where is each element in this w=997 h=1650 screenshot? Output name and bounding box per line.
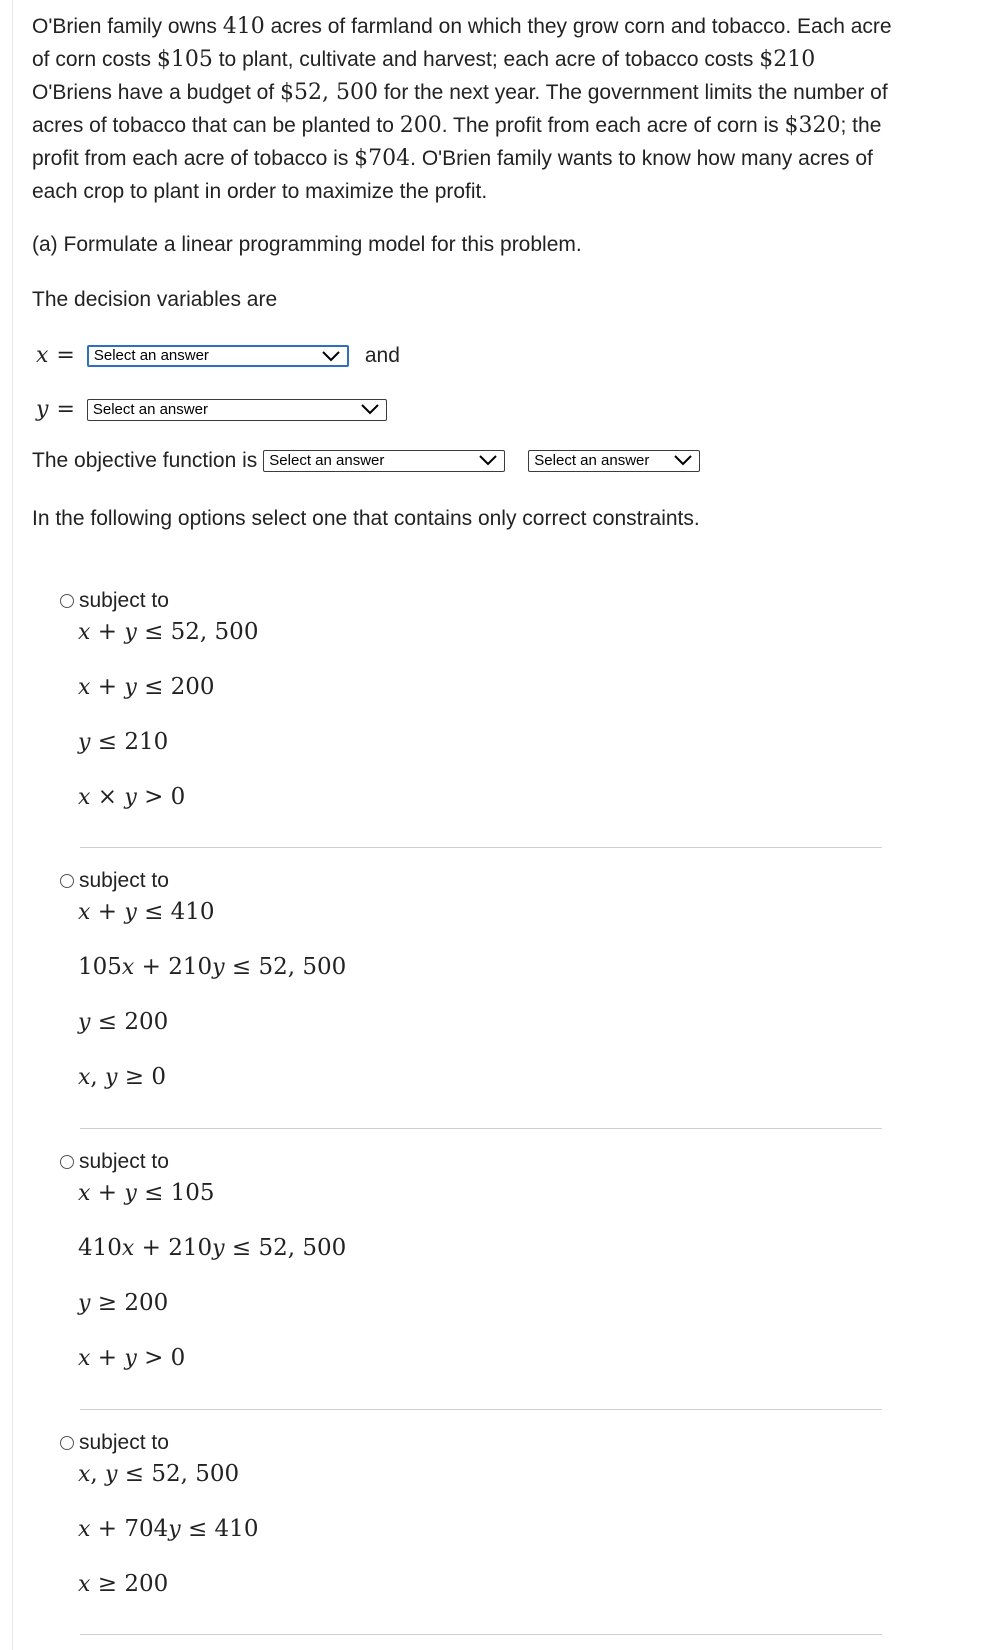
option-divider: [80, 1128, 882, 1129]
radio-button-icon[interactable]: [60, 1155, 74, 1169]
and-label: and: [364, 343, 400, 367]
option-divider: [80, 1634, 882, 1635]
chevron-down-icon: [673, 453, 693, 467]
option-divider: [80, 1409, 882, 1410]
tobacco-limit: 200: [399, 113, 442, 138]
constraint: x + y ≤ 200: [78, 673, 215, 700]
part-a-heading: (a) Formulate a linear programming model for this problem.: [32, 233, 582, 256]
y-variable-select-value: Select an answer: [92, 400, 208, 418]
option-label: subject to: [79, 1150, 169, 1173]
radio-button-icon[interactable]: [60, 594, 74, 608]
question-container: [32, 0, 892, 1597]
constraint-option-2[interactable]: [60, 867, 346, 1104]
x-equals: =: [56, 343, 75, 368]
constraint: x + y ≤ 52, 500: [78, 619, 259, 645]
constraint: y ≤ 210: [78, 728, 169, 755]
y-symbol: y: [36, 397, 49, 422]
constraint-option-4[interactable]: [60, 1429, 258, 1611]
decision-variables-intro: The decision variables are: [32, 288, 278, 311]
y-variable-select[interactable]: [87, 399, 387, 421]
radio-button-icon[interactable]: [60, 1436, 74, 1450]
constraint: x ≥ 200: [78, 1570, 169, 1597]
y-variable-row: [36, 397, 387, 422]
option-divider: [80, 847, 882, 848]
chevron-down-icon: [321, 349, 341, 363]
objective-label: The objective function is: [32, 449, 258, 472]
objective-select-2-value: Select an answer: [534, 452, 650, 469]
corn-cost: $105: [156, 47, 213, 72]
option-label: subject to: [79, 589, 169, 612]
constraint: x + y > 0: [78, 1344, 186, 1371]
x-variable-select-value: Select an answer: [93, 346, 209, 364]
x-variable-select[interactable]: [87, 345, 349, 367]
constraint: x + y ≤ 410: [78, 899, 215, 925]
corn-profit: $320: [784, 113, 841, 138]
constraint: y ≥ 200: [78, 1289, 169, 1316]
x-variable-row: [36, 343, 400, 368]
objective-select-2[interactable]: [528, 450, 700, 472]
constraint: x, y ≤ 52, 500: [78, 1461, 240, 1487]
chevron-down-icon: [478, 453, 498, 467]
constraint-option-3[interactable]: [60, 1148, 346, 1385]
objective-select-1[interactable]: [263, 450, 505, 472]
constraint: x + y ≤ 105: [78, 1180, 215, 1206]
budget: $52, 500: [280, 80, 378, 105]
tobacco-profit: $704: [354, 146, 411, 171]
chevron-down-icon: [360, 402, 380, 416]
y-equals: =: [56, 397, 75, 422]
constraint: x, y ≥ 0: [78, 1063, 167, 1090]
acres-total: 410: [222, 14, 265, 39]
constraint: x × y > 0: [78, 783, 186, 810]
radio-button-icon[interactable]: [60, 874, 74, 888]
objective-row: [32, 449, 700, 473]
x-symbol: x: [36, 343, 49, 368]
problem-statement: O'Brien family owns 410 acres of farmland on which they grow corn and tobacco. Each acre of corn costs $105 to plant, cultivate and harvest; each acre of tobacco costs $210 O'Briens have a budget of $52, 500 for the next year. The government limits the number of acres of tobacco that can be planted to 200. The profit from each acre of corn is $320; the profit from each acre of tobacco is $704. O'Brien family wants to know how many acres of each crop to plant in order to maximize the profit.: [32, 14, 892, 203]
left-border: [12, 0, 13, 1650]
option-label: subject to: [79, 1431, 169, 1454]
constraints-intro: In the following options select one that contains only correct constraints.: [32, 507, 700, 530]
constraint-option-1[interactable]: [60, 587, 258, 824]
option-label: subject to: [79, 869, 169, 892]
constraint: 105x + 210y ≤ 52, 500: [78, 953, 347, 980]
constraint: 410x + 210y ≤ 52, 500: [78, 1234, 347, 1261]
constraint: y ≤ 200: [78, 1008, 169, 1035]
objective-select-1-value: Select an answer: [269, 452, 385, 469]
constraint: x + 704y ≤ 410: [78, 1515, 259, 1542]
tobacco-cost: $210: [759, 47, 816, 72]
